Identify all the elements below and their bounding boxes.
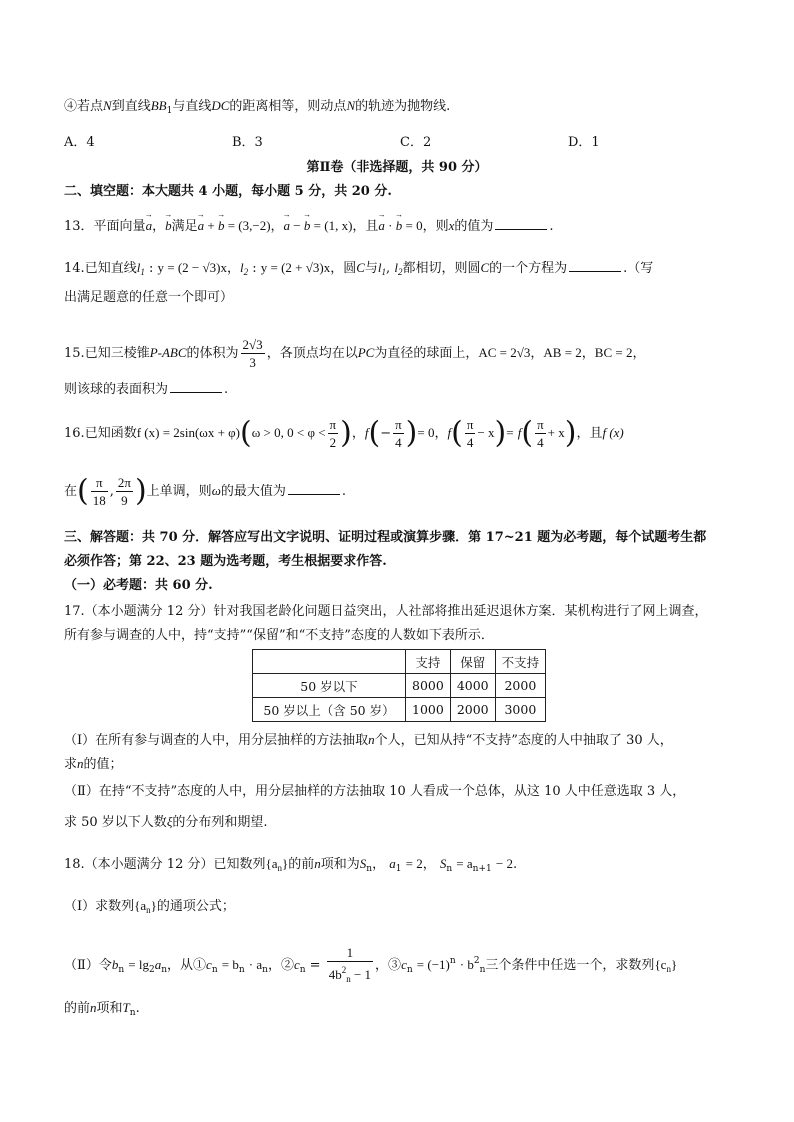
fraction-cn	[327, 944, 373, 988]
text: ，	[152, 219, 166, 234]
paren: (	[77, 473, 89, 509]
question-13	[64, 216, 554, 237]
var-f: f	[517, 425, 522, 440]
var-f: f	[447, 425, 452, 440]
var-n: N	[346, 98, 356, 113]
line-l1: $l_1$	[136, 260, 145, 277]
text: 在	[64, 484, 78, 499]
table-cell: 4000	[450, 674, 495, 698]
subscript: n	[479, 965, 486, 975]
subscript: n	[129, 1008, 136, 1018]
vector-a: → a	[284, 216, 291, 236]
text: 的距离相等，则动点	[229, 99, 347, 114]
text: 平面向量	[93, 219, 146, 234]
value: = 0	[417, 425, 435, 440]
text: ，从①	[167, 958, 207, 973]
superscript: 2	[473, 956, 480, 966]
text: 的通项公式；	[156, 899, 235, 914]
subscript: n	[118, 965, 125, 975]
formula: = a	[456, 856, 473, 871]
question-18-part-2-line-2	[64, 998, 140, 1023]
formula-ac: AC = 2√3	[478, 345, 531, 360]
text: 满足	[171, 219, 198, 234]
numerator: 1	[327, 944, 373, 962]
subscript: n	[211, 965, 218, 975]
question-number: 16.	[64, 426, 85, 441]
var-a: a	[389, 856, 396, 871]
text: }	[150, 898, 157, 913]
option-c: C．2	[400, 135, 432, 150]
text: 到直线	[111, 99, 151, 114]
text: 上单调，则	[146, 484, 212, 499]
denominator	[327, 962, 373, 988]
vector-b: → b	[218, 216, 225, 236]
denominator: 4	[395, 435, 402, 450]
var-n: n	[90, 1000, 97, 1015]
text: ，	[632, 346, 646, 361]
question-17-part-1	[64, 730, 673, 751]
subscript: 1	[166, 106, 173, 116]
var-a: a	[154, 957, 162, 972]
fraction-pi-18	[91, 474, 108, 509]
subscript: n	[346, 973, 351, 984]
text: 的值为	[454, 219, 494, 234]
denominator: 4	[537, 435, 544, 450]
subscript: n	[146, 905, 151, 915]
text: 的轨迹为抛物线.	[355, 99, 451, 114]
text: ，	[581, 346, 595, 361]
subscript: n	[161, 965, 168, 975]
text: ，各顶点均在以	[266, 346, 358, 361]
answer-blank	[495, 217, 547, 230]
formula: − 2	[495, 856, 513, 871]
text: }	[282, 856, 289, 871]
var-c: c	[206, 957, 212, 972]
question-18-part-1	[64, 896, 235, 920]
question-number: 14.	[64, 261, 85, 276]
fraction-pi-4	[465, 416, 476, 451]
table-cell: 50 岁以下	[253, 674, 406, 698]
table-cell: 2000	[495, 674, 546, 698]
sequence-cn	[654, 957, 677, 972]
text: 求	[64, 757, 78, 772]
paren: )	[564, 415, 577, 451]
fraction-2pi-9	[116, 474, 133, 509]
text: 个人，已知从持“不支持”态度的人中抽取了 30 人，	[374, 733, 673, 748]
formula-ab: AB = 2	[543, 345, 582, 360]
paren: )	[405, 415, 418, 451]
text: 项和	[96, 1001, 123, 1016]
text: 若点	[77, 99, 104, 114]
paren: (	[368, 415, 381, 451]
numerator: π	[91, 474, 108, 492]
text: ，则	[422, 219, 449, 234]
subscript: n+1	[472, 864, 492, 874]
sequence-an	[265, 856, 288, 871]
formula-sum: → a + → b = (3,−2)	[198, 218, 271, 233]
text: .	[224, 382, 229, 397]
question-number: 13．	[64, 219, 94, 234]
formula-f: f (x) = 2sin(ωx + φ)	[136, 425, 240, 440]
var-f: f	[364, 425, 369, 440]
vector-a: → a	[146, 216, 153, 236]
text: 的分布列和期望.	[172, 815, 268, 830]
text: {c	[654, 957, 667, 972]
value: = 0	[405, 218, 423, 233]
text: （Ⅱ）令	[64, 958, 112, 973]
text: 的前	[288, 857, 315, 872]
vector-b: → b	[396, 216, 403, 236]
text: 已知三棱锥	[84, 346, 150, 361]
subscript: n	[446, 864, 453, 874]
vector-b: → b	[165, 216, 172, 236]
paren: (	[451, 415, 463, 451]
answer-blank	[569, 259, 621, 272]
var-c: c	[293, 957, 300, 972]
text: （Ⅰ）求数列	[64, 899, 135, 914]
numerator: π	[395, 417, 402, 432]
table-row	[253, 698, 546, 722]
text: 三个条件中任选一个，求数列	[485, 958, 655, 973]
text: ，	[270, 219, 284, 234]
text: 的一个方程为	[489, 261, 568, 276]
table-header-cell: 支持	[406, 650, 451, 674]
var-fx: f (x)	[602, 425, 624, 440]
vector-b: → b	[304, 216, 311, 236]
text: ，且	[576, 426, 603, 441]
formula-diff: → a − → b = (1, x)	[284, 218, 353, 233]
vector-a: → a	[378, 216, 385, 236]
var-n: n	[77, 756, 84, 771]
text: 的体积为	[186, 346, 239, 361]
subscript: n	[262, 965, 268, 975]
paren: (	[521, 415, 534, 451]
text: − 1	[353, 966, 372, 982]
paren: )	[494, 415, 507, 451]
line-l2: $l_2$	[394, 260, 403, 277]
var-xi: ξ	[166, 814, 173, 829]
value: (3,−2)	[238, 218, 271, 233]
subscript: n	[277, 863, 282, 873]
text: 已知直线	[84, 261, 137, 276]
text: 的值；	[83, 757, 123, 772]
paren: )	[340, 415, 352, 451]
equals: =	[506, 425, 514, 440]
formula: · b	[459, 957, 474, 972]
text: ，	[372, 857, 386, 872]
table-header-cell: 不支持	[495, 650, 546, 674]
question-16: 16.已知函数f (x) = 2sin(ωx + φ)(ω > 0, 0 < φ < $\frac{\pi}{2}$ )，f(− $\frac{\pi}{4}$ )= 0，f( $\frac{\pi}{4}$ − x)= f( $\frac{\pi}{4}$ + x)，且f (x)	[64, 415, 624, 451]
text: 的前	[64, 1001, 91, 1016]
question-18	[64, 854, 517, 879]
fraction-pi-4	[393, 416, 404, 451]
superscript: 2	[341, 964, 347, 975]
var-s: S	[439, 856, 447, 871]
table-header-cell	[253, 650, 406, 674]
paren: (	[240, 415, 252, 451]
question-15	[64, 330, 646, 377]
question-17-part-2: （Ⅱ）在持“不支持”态度的人中，用分层抽样的方法抽取 10 人看成一个总体，从这 10 人中任意选取 3 人，	[64, 784, 686, 799]
answer-section-header: 三、解答题：共 70 分．解答应写出文字说明、证明过程或演算步骤．第 17~21 题为必考题，每个试题考生都	[64, 530, 707, 545]
text: ，	[434, 426, 448, 441]
table-cell: 2000	[450, 698, 495, 722]
text: 18.（本小题满分 12 分）已知数列	[64, 857, 266, 872]
numerator: 2π	[117, 475, 131, 490]
text: .（写	[623, 261, 654, 276]
var-n: N	[103, 98, 112, 113]
text: 为直径的球面上，	[374, 346, 479, 361]
var-dc: DC	[211, 98, 230, 113]
fraction-pi-4	[535, 416, 546, 451]
numerator: π	[466, 417, 474, 432]
table-row	[253, 674, 546, 698]
formula: · a	[248, 957, 263, 972]
text: 与直线	[172, 99, 212, 114]
text: {a	[134, 898, 147, 913]
var-pc: PC	[357, 345, 375, 360]
subscript: n	[238, 965, 245, 975]
subscript: n	[299, 965, 306, 975]
var-c: c	[401, 957, 407, 972]
answer-blank	[288, 482, 340, 495]
denominator: 2	[329, 435, 337, 450]
table-cell: 3000	[495, 698, 546, 722]
value: = 2	[405, 856, 423, 871]
numerator: 2√3	[242, 337, 263, 352]
section-2-title: 第Ⅱ卷（非选择题，共 90 分）	[306, 160, 488, 175]
text: 已知函数	[84, 426, 137, 441]
required-header: （一）必考题：共 60 分.	[64, 578, 213, 593]
survey-table	[252, 649, 546, 722]
subscript: 2	[148, 965, 155, 975]
paren: )	[134, 473, 147, 509]
text: .	[135, 1001, 140, 1016]
item-4-line	[64, 96, 450, 121]
item-number: ④	[64, 99, 78, 114]
denominator: 3	[249, 355, 256, 370]
text: ，且	[352, 219, 379, 234]
subscript: n	[406, 965, 413, 975]
question-16-line-2: 在( $\frac{\pi}{18}$ , $\frac{2\pi}{9}$ )上单调，则ω的最大值为 .	[64, 473, 347, 509]
numerator: π	[329, 417, 337, 432]
sequence-an	[134, 898, 157, 913]
text: （Ⅰ）在所有参与调查的人中，用分层抽样的方法抽取	[64, 733, 369, 748]
var-x: x	[448, 218, 455, 233]
var-bb: BB	[150, 98, 167, 113]
text: ，	[530, 346, 544, 361]
text: 则该球的表面积为	[64, 382, 169, 397]
denominator: 4	[466, 435, 474, 450]
question-17-line-1: 17.（本小题满分 12 分）针对我国老龄化问题日益突出，人社部将推出延迟退休方案．某机构进行了网上调查，	[64, 604, 708, 619]
formula: − x	[477, 425, 495, 440]
question-17-line-2: 所有参与调查的人中，持“支持”“保留”和“不支持”态度的人数如下表所示．	[64, 628, 494, 643]
line-l2: $l_2$	[239, 260, 249, 277]
text: ，	[422, 857, 436, 872]
var-pabc: P-ABC	[149, 345, 187, 360]
answer-section-header-2: 必须作答；第 22、23 题为选考题，考生根据要求作答.	[64, 554, 387, 569]
fill-blank-header: 二、填空题：本大题共 4 小题，每小题 5 分，共 20 分.	[64, 184, 392, 199]
question-number: 15.	[64, 346, 85, 361]
text: ，②	[267, 958, 294, 973]
text: ，③	[375, 958, 402, 973]
var-s: S	[359, 856, 367, 871]
denominator: 9	[121, 493, 128, 508]
superscript: n	[449, 956, 456, 966]
table-header-row	[253, 650, 546, 674]
text: 都相切，则圆	[402, 261, 481, 276]
question-17-part-2-line-2	[64, 812, 268, 833]
answer-blank	[170, 380, 222, 393]
text: ，	[226, 261, 240, 276]
var-omega: ω	[211, 483, 221, 498]
text: 与	[364, 261, 378, 276]
subscript: 1	[395, 864, 402, 874]
formula-bc: BC = 2	[594, 345, 633, 360]
numerator: π	[537, 417, 544, 432]
var-n: n	[368, 732, 375, 747]
text: 求 50 岁以下人数	[64, 815, 167, 830]
fraction-volume	[241, 336, 265, 371]
text: .	[512, 857, 518, 872]
subscript: n	[666, 964, 671, 974]
formula: + x	[547, 425, 565, 440]
question-14-line-2: 出满足题意的任意一个即可）	[64, 290, 234, 305]
text: }	[670, 957, 678, 972]
formula: = b	[221, 957, 239, 972]
table-header-cell: 保留	[450, 650, 495, 674]
vector-a: → a	[198, 216, 205, 236]
text: ，	[351, 426, 365, 441]
var-c: C	[356, 260, 365, 275]
question-17-part-1-line-2	[64, 754, 123, 775]
var-t: T	[122, 1000, 130, 1015]
text: 项和为	[320, 857, 360, 872]
text: {a	[265, 856, 278, 871]
option-b: B．3	[232, 135, 263, 150]
formula: = (−1)	[416, 957, 450, 972]
text: .	[341, 484, 347, 499]
var-c: C	[480, 260, 490, 275]
formula-l2: y = (2 + √3)x	[260, 260, 331, 275]
fraction-pi-2	[328, 416, 339, 451]
formula-cond: ω > 0, 0 < φ <	[251, 425, 326, 440]
subscript: n	[366, 864, 373, 874]
option-a: A．4	[64, 135, 95, 150]
denominator: 18	[92, 493, 106, 508]
value: (1, x)	[324, 218, 353, 233]
text: .	[549, 219, 554, 234]
var-b: b	[111, 957, 119, 972]
text: ，圆	[330, 261, 357, 276]
text: 4b	[328, 966, 342, 982]
question-18-part-2: （Ⅱ）令$b_n = \lg_2a_n$，从$①c_n = b_n \cdot a_n$，$②c_n$ = $\frac{1}{4b^2_n - 1}$ ，$③c_n = (-1)^n \cdot b^2_n$三个条件中任选一个，求数列$\{c_n\}$	[64, 938, 677, 993]
line-l1: $l_1$	[377, 260, 387, 277]
table-cell: 50 岁以上（含 50 岁）	[253, 698, 406, 722]
formula-l1: y = (2 − √3)x	[157, 260, 227, 275]
option-d: D．1	[568, 135, 600, 150]
formula-dot: → a · → b = 0	[378, 218, 422, 233]
var-n: n	[314, 856, 321, 871]
table-cell: 1000	[406, 698, 451, 722]
formula: = lg	[128, 957, 149, 972]
question-14: 14.已知直线$l_1$ : y = (2 − √3)x，$l_2$ : y = (2 + √3)x，圆C与$l_1$, $l_2$都相切，则圆C的一个方程为 .（写	[64, 260, 654, 277]
question-15-line-2	[64, 380, 228, 400]
text: 的最大值为	[220, 484, 286, 499]
table-cell: 8000	[406, 674, 451, 698]
